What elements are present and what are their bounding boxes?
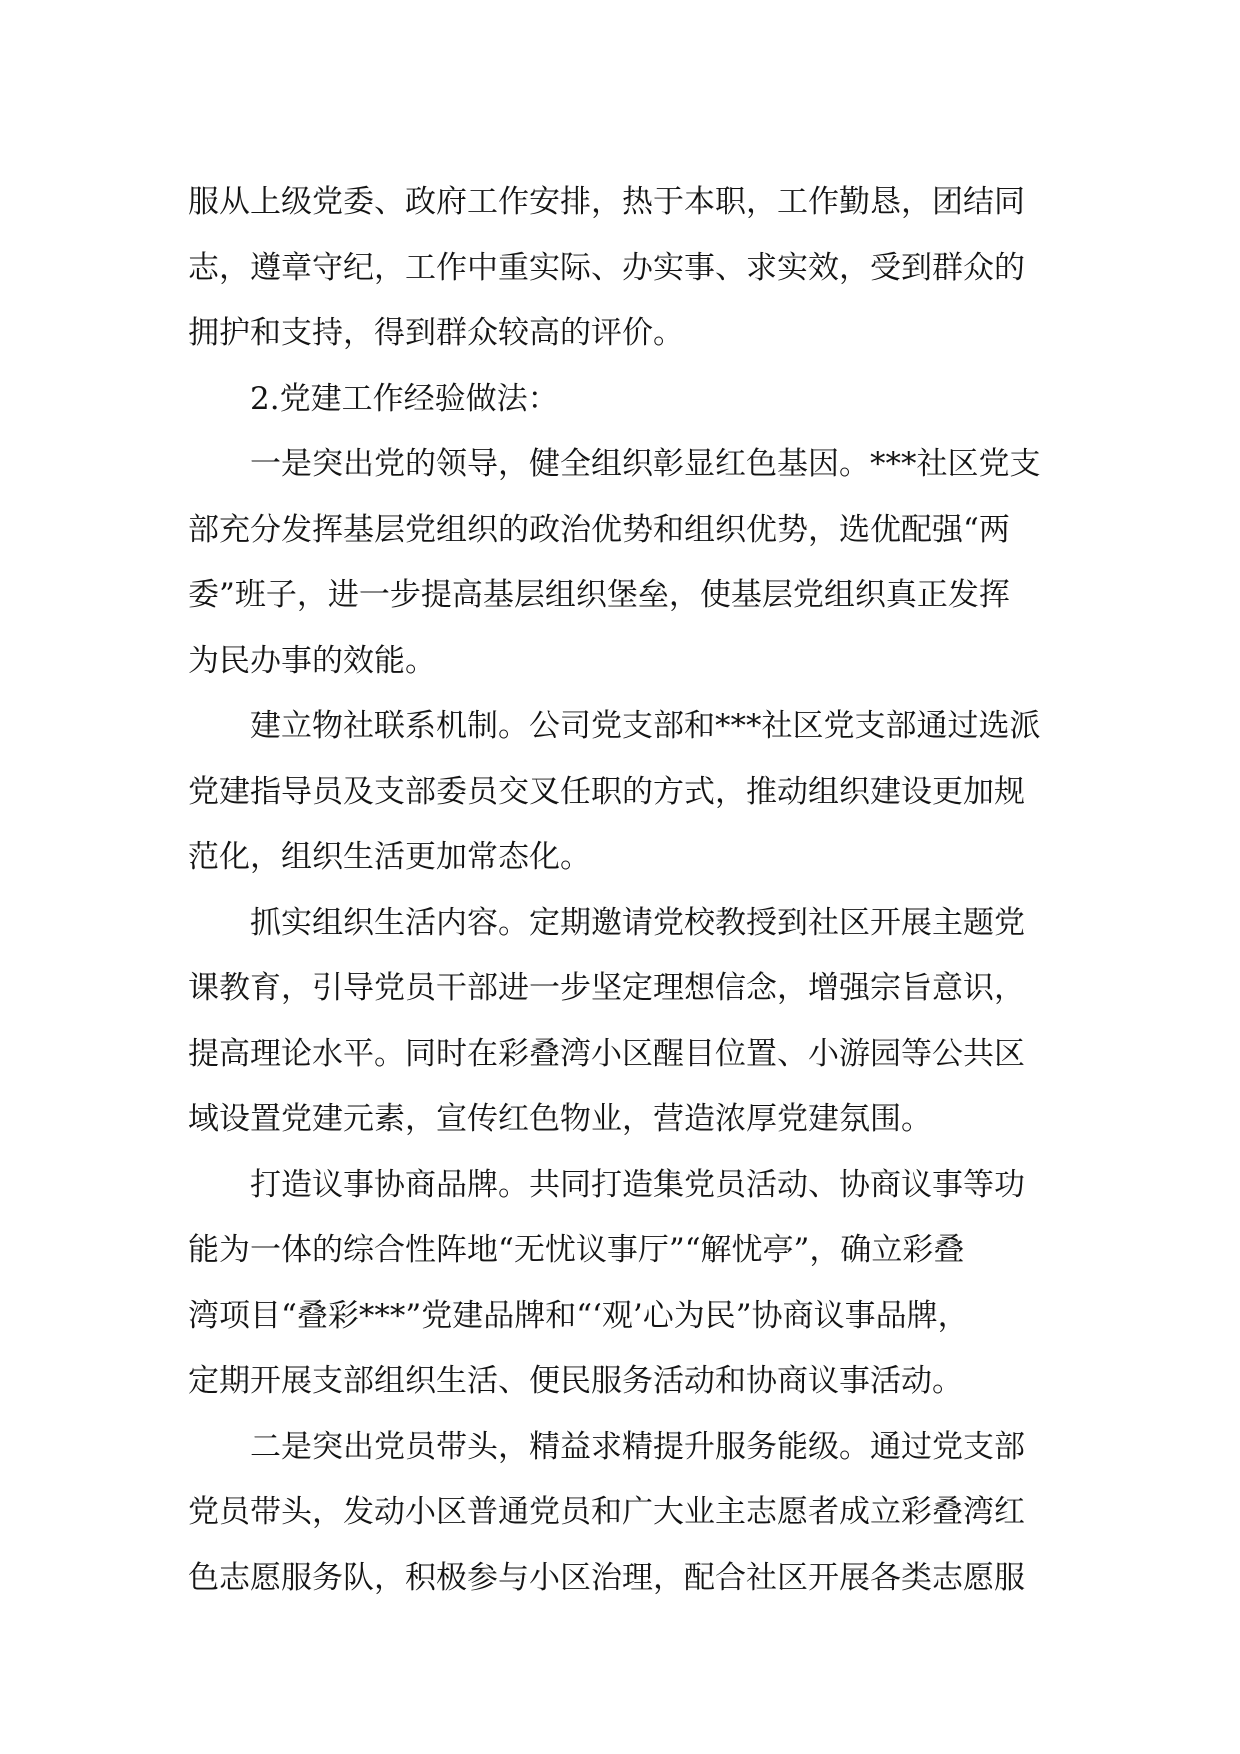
text-line: 服从上级党委、政府工作安排，热于本职，工作勤恳，团结同 [188, 184, 1025, 220]
text-line: 提高理论水平。同时在彩叠湾小区醒目位置、小游园等公共区 [188, 1035, 1025, 1072]
text-line: 范化，组织生活更加常态化。 [188, 839, 591, 875]
text-line: 一是突出党的领导，健全组织彰显红色基因。***社区党支 [250, 446, 1041, 482]
text-line: 党建指导员及支部委员交叉任职的方式，推动组织建设更加规 [188, 773, 1025, 810]
text-line: 党员带头，发动小区普通党员和广大业主志愿者成立彩叠湾红 [188, 1494, 1025, 1530]
text-line: 湾项目“叠彩***”党建品牌和“‘观’心为民”协商议事品牌， [188, 1297, 969, 1334]
text-line: 课教育，引导党员干部进一步坚定理想信念，增强宗旨意识， [188, 970, 1025, 1006]
text-line: 为民办事的效能。 [188, 642, 436, 679]
text-line: 委”班子，进一步提高基层组织堡垒，使基层党组织真正发挥 [188, 577, 1010, 613]
text-line: 色志愿服务队，积极参与小区治理，配合社区开展各类志愿服 [188, 1559, 1025, 1596]
text-line: 域设置党建元素，宣传红色物业，营造浓厚党建氛围。 [188, 1101, 932, 1137]
text-line: 拥护和支持，得到群众较高的评价。 [188, 315, 684, 351]
text-line: 打造议事协商品牌。共同打造集党员活动、协商议事等功 [250, 1166, 1025, 1203]
body-text [188, 170, 1078, 1611]
text-line: 志，遵章守纪，工作中重实际、办实事、求实效，受到群众的 [188, 249, 1025, 286]
text-line: 部充分发挥基层党组织的政治优势和组织优势，选优配强“两 [188, 511, 1010, 548]
text-line: 二是突出党员带头，精益求精提升服务能级。通过党支部 [250, 1428, 1025, 1465]
text-line: 抓实组织生活内容。定期邀请党校教授到社区开展主题党 [250, 904, 1025, 941]
text-line: 2.党建工作经验做法： [250, 380, 559, 417]
text-line: 建立物社联系机制。公司党支部和***社区党支部通过选派 [250, 708, 1041, 744]
text-line: 能为一体的综合性阵地“无忧议事厅”“解忧亭”，确立彩叠 [188, 1232, 965, 1268]
text-line: 定期开展支部组织生活、便民服务活动和协商议事活动。 [188, 1363, 963, 1399]
